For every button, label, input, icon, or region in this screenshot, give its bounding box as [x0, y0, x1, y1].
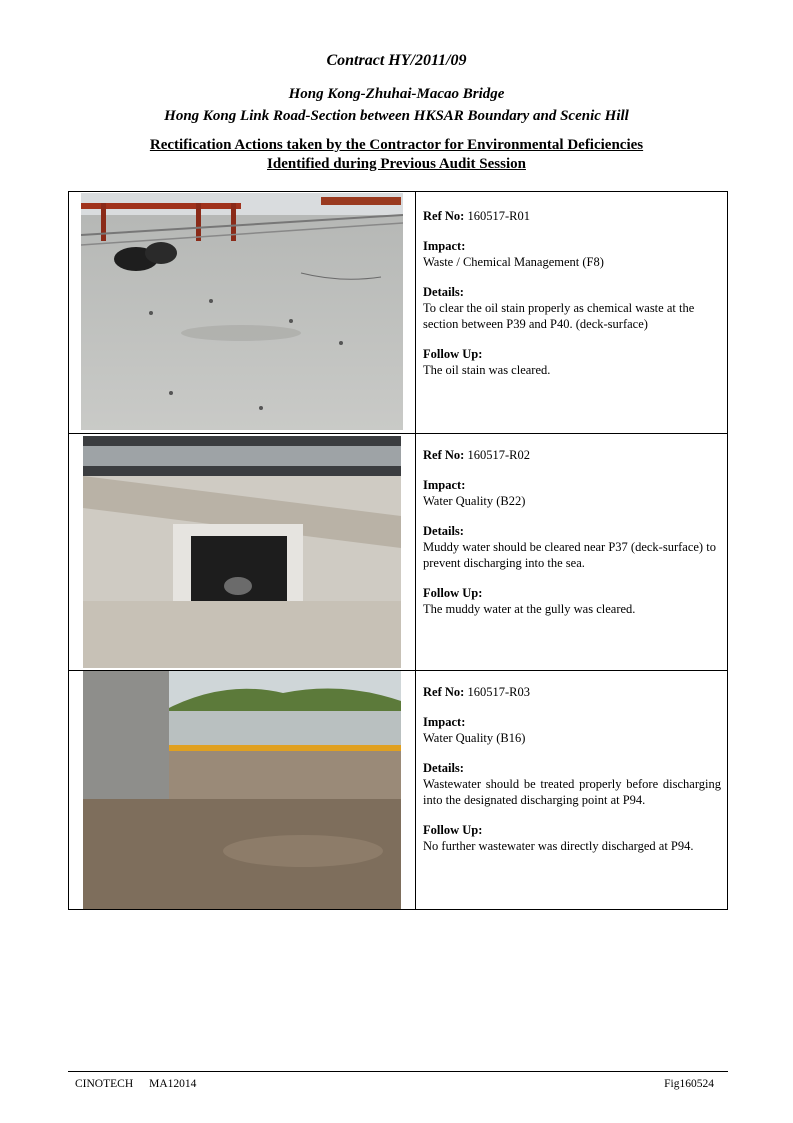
table-row	[69, 670, 727, 909]
photo-gully-inlet	[83, 436, 401, 668]
impact-label: Impact:	[423, 715, 466, 729]
follow-up-value: The oil stain was cleared.	[423, 363, 551, 377]
ref-number: 160517-R01	[467, 209, 530, 223]
details-value: Wastewater should be treated properly before discharging into the designated discharging point at P94.	[423, 777, 721, 807]
follow-up-value: No further wastewater was directly discharged at P94.	[423, 839, 694, 853]
photo-deck-surface-oil-stain	[81, 193, 403, 430]
project-name-line2: Hong Kong Link Road-Section between HKSAR Boundary and Scenic Hill	[164, 108, 629, 124]
entry-details	[423, 208, 721, 392]
project-name-line1: Hong Kong-Zhuhai-Macao Bridge	[288, 86, 505, 102]
ref-label: Ref No:	[423, 685, 465, 699]
ref-number: 160517-R03	[467, 685, 530, 699]
details-value: Muddy water should be cleared near P37 (deck-surface) to prevent discharging into the sea.	[423, 540, 716, 570]
details-label: Details:	[423, 761, 464, 775]
footer-doc-number: MA12014	[149, 1078, 197, 1090]
footer-figure-number: Fig160524	[664, 1078, 714, 1090]
photo-discharging-point	[83, 671, 401, 909]
impact-value: Waste / Chemical Management (F8)	[423, 255, 604, 269]
details-label: Details:	[423, 285, 464, 299]
follow-up-value: The muddy water at the gully was cleared.	[423, 602, 636, 616]
contract-title: Contract HY/2011/09	[326, 52, 467, 69]
details-value: To clear the oil stain properly as chemical waste at the section between P39 and P40. (deck-surface)	[423, 301, 695, 331]
footer-company: CINOTECH	[75, 1078, 134, 1090]
document-title-line1: Rectification Actions taken by the Contractor for Environmental Deficiencies	[149, 137, 644, 153]
follow-up-label: Follow Up:	[423, 823, 483, 837]
impact-value: Water Quality (B22)	[423, 494, 526, 508]
details-label: Details:	[423, 524, 464, 538]
footer-divider	[68, 1071, 728, 1072]
impact-label: Impact:	[423, 239, 466, 253]
ref-number: 160517-R02	[467, 448, 530, 462]
impact-label: Impact:	[423, 478, 466, 492]
ref-label: Ref No:	[423, 448, 465, 462]
follow-up-label: Follow Up:	[423, 347, 483, 361]
entry-details	[423, 447, 721, 631]
ref-label: Ref No:	[423, 209, 465, 223]
rectification-table	[68, 191, 728, 910]
table-row	[69, 433, 727, 671]
follow-up-label: Follow Up:	[423, 586, 483, 600]
table-row	[69, 192, 727, 434]
footer-left	[75, 1078, 196, 1090]
entry-details	[423, 684, 721, 868]
document-title-line2: Identified during Previous Audit Session	[267, 156, 526, 172]
impact-value: Water Quality (B16)	[423, 731, 526, 745]
